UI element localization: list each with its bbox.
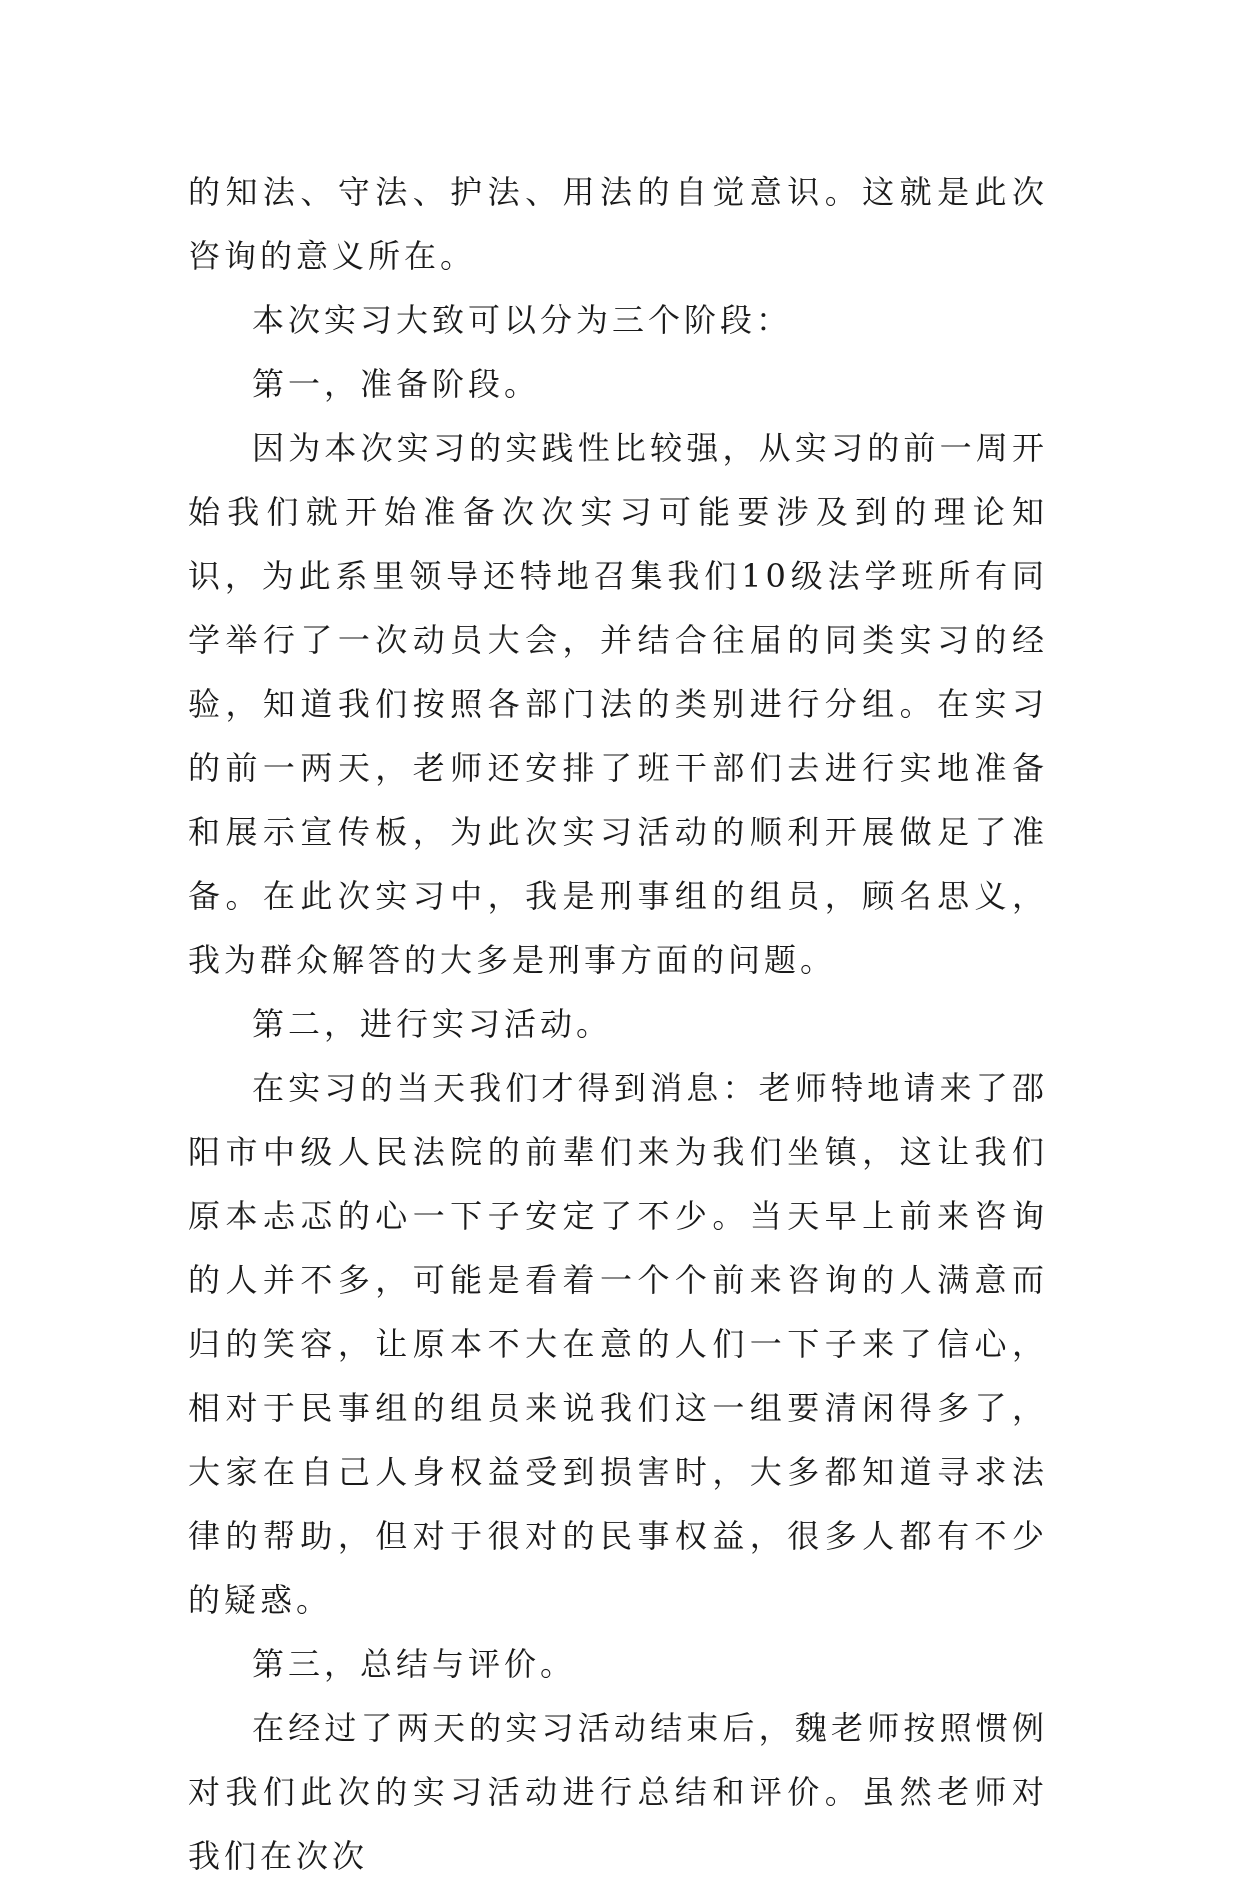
paragraph-stage-one-heading: 第一，准备阶段。	[252, 365, 541, 403]
paragraph-stage-two-body: 在实习的当天我们才得到消息：老师特地请来了邵阳市中级人民法院的前辈们来为我们坐镇，这让我们原本忐忑的心一下子安定了不少。当天早上前来咨询的人并不多，可能是看着一个个前来咨询的人满意而归的笑容，让原本不大在意的人们一下子来了信心，相对于民事组的组员来说我们这一组要清闲得多了，大家在自己人身权益受到损害时，大多都知道寻求法律的帮助，但对于很对的民事权益，很多人都有不少的疑惑。	[188, 1069, 1048, 1619]
paragraph-stage-three-body: 在经过了两天的实习活动结束后，魏老师按照惯例对我们此次的实习活动进行总结和评价。虽然老师对我们在次次	[188, 1709, 1048, 1875]
document-body	[188, 160, 1048, 1888]
paragraph-continuation: 的知法、守法、护法、用法的自觉意识。这就是此次咨询的意义所在。	[188, 173, 1048, 275]
paragraph-stages-intro: 本次实习大致可以分为三个阶段：	[252, 301, 793, 339]
paragraph-stage-three-heading: 第三，总结与评价。	[252, 1645, 577, 1683]
paragraph-stage-two-heading: 第二，进行实习活动。	[252, 1005, 613, 1043]
paragraph-stage-one-body: 因为本次实习的实践性比较强，从实习的前一周开始我们就开始准备次次实习可能要涉及到的理论知识，为此系里领导还特地召集我们10级法学班所有同学举行了一次动员大会，并结合往届的同类实习的经验，知道我们按照各部门法的类别进行分组。在实习的前一两天，老师还安排了班干部们去进行实地准备和展示宣传板，为此次实习活动的顺利开展做足了准备。在此次实习中，我是刑事组的组员，顾名思义，我为群众解答的大多是刑事方面的问题。	[188, 429, 1048, 979]
